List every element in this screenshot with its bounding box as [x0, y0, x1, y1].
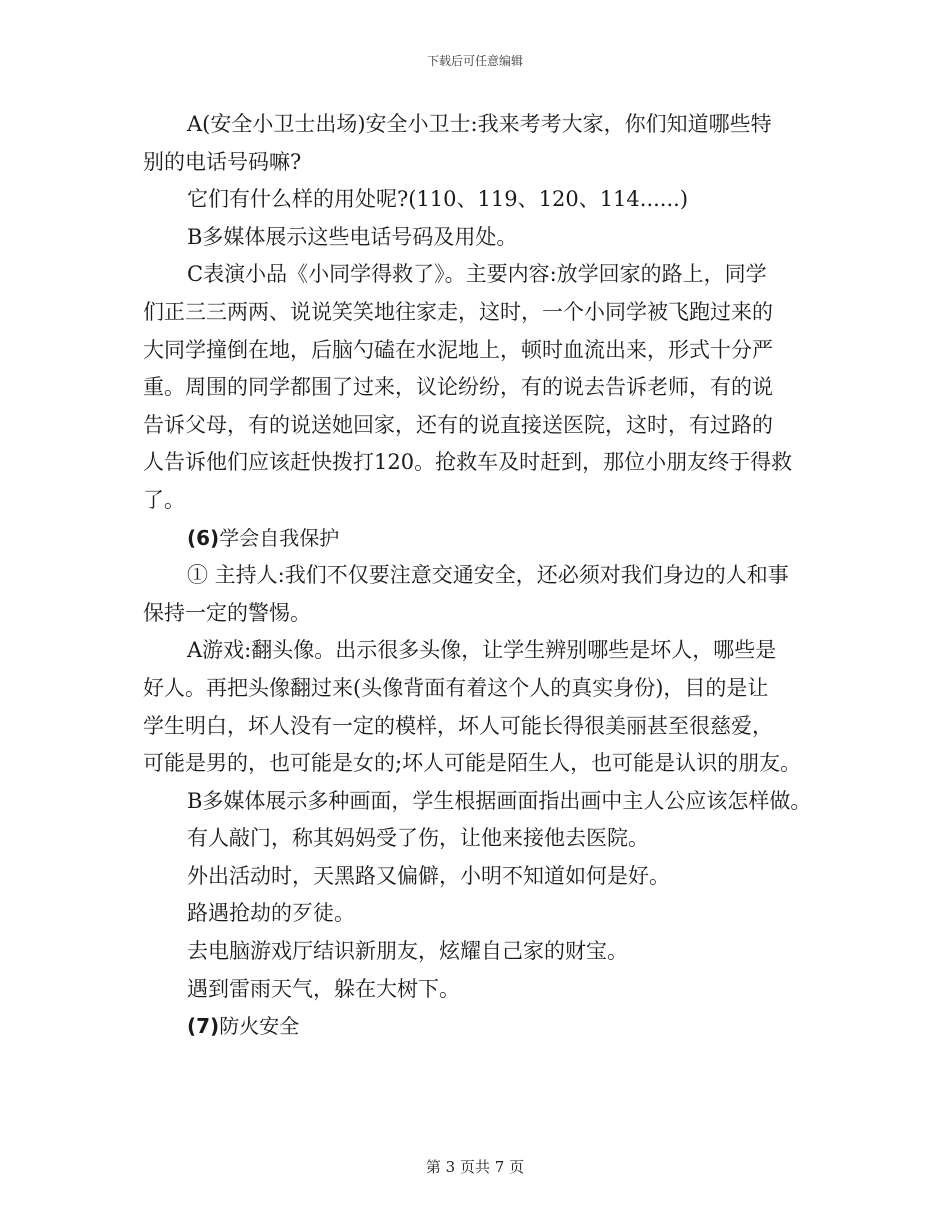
paragraph-line: 好人。再把头像翻过来(头像背面有着这个人的真实身份)，目的是让 — [143, 675, 769, 700]
paragraph-line: 别的电话号码嘛? — [143, 149, 302, 174]
paragraph-line: 学生明白，坏人没有一定的模样，坏人可能长得很美丽甚至很慈爱， — [143, 713, 773, 738]
section-number: (6) — [187, 525, 220, 550]
paragraph-line: 可能是男的，也可能是女的;坏人可能是陌生人，也可能是认识的朋友。 — [143, 751, 802, 776]
section-heading-7 — [143, 1008, 833, 1046]
paragraph-line: C表演小品《小同学得救了》。主要内容:放学回家的路上，同学 — [187, 262, 767, 287]
paragraph-line: 有人敲门，称其妈妈受了伤，让他来接他去医院。 — [187, 826, 649, 851]
paragraph-line: 路遇抢劫的歹徒。 — [187, 901, 355, 926]
paragraph-line: 外出活动时，天黑路又偏僻，小明不知道如何是好。 — [187, 863, 670, 888]
paragraph-line: 大同学撞倒在地，后脑勺磕在水泥地上，顿时血流出来，形式十分严 — [143, 337, 773, 362]
paragraph-line: B多媒体展示多种画面，学生根据画面指出画中主人公应该怎样做。 — [187, 788, 812, 813]
paragraph-line: 人告诉他们应该赶快拨打120。抢救车及时赶到，那位小朋友终于得救 — [143, 450, 793, 475]
paragraph-line: 它们有什么样的用处呢?(110、119、120、114......) — [187, 187, 689, 212]
paragraph-line: ① 主持人:我们不仅要注意交通安全，还必须对我们身边的人和事 — [187, 563, 789, 588]
section-heading-6 — [143, 520, 833, 558]
paragraph-line: 们正三三两两、说说笑笑地往家走，这时，一个小同学被飞跑过来的 — [143, 299, 773, 324]
paragraph-line: 告诉父母，有的说送她回家，还有的说直接送医院，这时，有过路的 — [143, 412, 773, 437]
paragraph-line: B多媒体展示这些电话号码及用处。 — [187, 224, 518, 249]
paragraph-line: 了。 — [143, 487, 185, 512]
paragraph-line: 遇到雷雨天气，躲在大树下。 — [187, 976, 460, 1001]
paragraph-line: 重。周围的同学都围了过来，议论纷纷，有的说去告诉老师，有的说 — [143, 375, 773, 400]
section-number: (7) — [187, 1014, 220, 1039]
section-title: 防火安全 — [219, 1014, 300, 1039]
page-footer: 第 3 页共 7 页 — [425, 1158, 525, 1176]
paragraph-line: A游戏:翻头像。出示很多头像，让学生辨别哪些是坏人，哪些是 — [187, 638, 777, 663]
paragraph-line: A(安全小卫士出场)安全小卫士:我来考考大家，你们知道哪些特 — [187, 112, 772, 136]
page-header: 下载后可任意编辑 — [426, 54, 523, 68]
document-body — [143, 106, 833, 1046]
paragraph-line: 保持一定的警惕。 — [143, 600, 311, 625]
paragraph-line: 去电脑游戏厅结识新朋友，炫耀自己家的财宝。 — [187, 939, 628, 964]
section-title: 学会自我保护 — [219, 525, 340, 550]
